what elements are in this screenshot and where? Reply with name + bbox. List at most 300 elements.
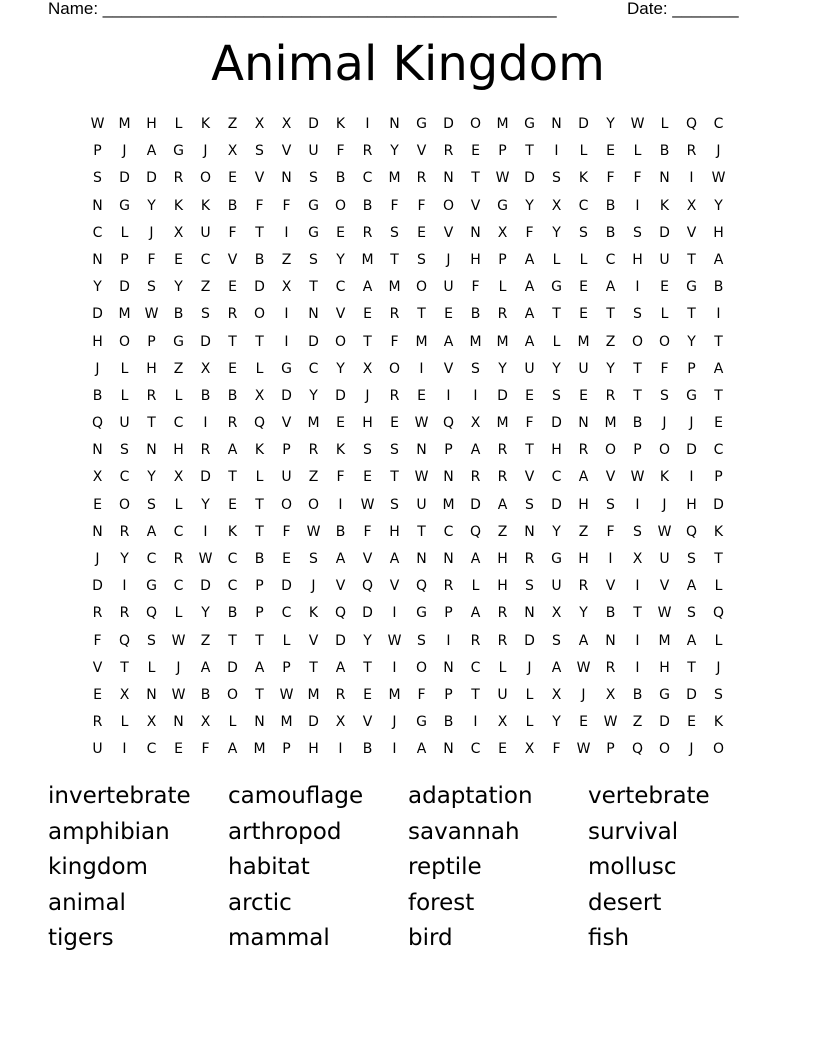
grid-letter: F xyxy=(282,197,291,214)
grid-letter: W xyxy=(387,632,402,649)
grid-letter: C xyxy=(308,360,319,377)
grid-letter: T xyxy=(390,469,399,486)
grid-letter: P xyxy=(282,741,291,758)
grid-letter: A xyxy=(335,551,346,567)
grid-letter: Q xyxy=(91,415,104,432)
grid-letter: M xyxy=(577,333,590,350)
grid-letter: L xyxy=(579,251,588,268)
grid-letter: I xyxy=(554,143,559,160)
grid-letter: O xyxy=(442,197,455,214)
grid-letter: T xyxy=(687,306,696,323)
grid-letter: E xyxy=(390,415,399,432)
grid-letter: E xyxy=(336,415,345,432)
grid-letter: E xyxy=(363,306,372,323)
grid-letter: D xyxy=(335,632,346,649)
grid-letter: T xyxy=(714,387,723,404)
grid-letter: E xyxy=(525,387,534,404)
grid-letter: E xyxy=(417,387,426,404)
grid-letter: Q xyxy=(145,605,158,622)
grid-letter: S xyxy=(552,387,561,404)
grid-letter: B xyxy=(254,251,265,268)
grid-letter: F xyxy=(363,523,372,540)
grid-letter: W xyxy=(630,116,645,132)
grid-letter: D xyxy=(200,333,211,350)
grid-letter: E xyxy=(714,415,723,432)
grid-letter: C xyxy=(335,279,346,296)
word-bank-item: fish xyxy=(588,925,630,951)
grid-letter: G xyxy=(659,686,670,703)
grid-letter: V xyxy=(416,143,427,160)
grid-letter: M xyxy=(415,333,428,350)
grid-letter: T xyxy=(228,632,237,649)
grid-letter: B xyxy=(605,197,616,214)
grid-letter: J xyxy=(365,387,370,404)
grid-letter: D xyxy=(524,632,535,649)
grid-letter: B xyxy=(605,224,616,241)
grid-letter: D xyxy=(335,387,346,404)
grid-letter: S xyxy=(687,551,696,567)
grid-letter: X xyxy=(92,469,103,486)
grid-letter: C xyxy=(146,741,157,758)
word-bank-item: adaptation xyxy=(408,783,533,809)
grid-letter: V xyxy=(389,578,400,595)
grid-letter: F xyxy=(201,741,210,758)
grid-letter: R xyxy=(92,605,103,622)
grid-letter: P xyxy=(687,360,696,377)
grid-letter: S xyxy=(93,170,102,187)
grid-letter: I xyxy=(284,306,289,323)
grid-letter: O xyxy=(604,442,617,459)
grid-letter: N xyxy=(524,523,535,540)
grid-letter: G xyxy=(524,116,535,132)
grid-letter: P xyxy=(147,333,156,350)
grid-letter: I xyxy=(338,741,343,758)
grid-letter: A xyxy=(713,360,724,377)
grid-letter: S xyxy=(552,170,561,187)
grid-letter: V xyxy=(605,469,616,486)
grid-letter: F xyxy=(147,251,156,268)
grid-letter: K xyxy=(713,523,724,540)
grid-letter: H xyxy=(497,578,508,595)
grid-letter: X xyxy=(173,224,184,241)
grid-letter: I xyxy=(689,170,694,187)
grid-letter: F xyxy=(228,224,237,241)
grid-letter: Y xyxy=(174,279,183,296)
grid-letter: C xyxy=(551,469,562,486)
grid-letter: M xyxy=(388,686,401,703)
grid-letter: O xyxy=(658,741,671,758)
grid-letter: S xyxy=(309,251,318,268)
grid-letter: N xyxy=(173,714,184,731)
page-title: Animal Kingdom xyxy=(211,36,605,92)
grid-letter: R xyxy=(389,387,400,404)
grid-letter: Y xyxy=(525,197,534,214)
grid-letter: X xyxy=(497,714,508,731)
grid-letter: D xyxy=(92,578,103,595)
grid-letter: R xyxy=(470,632,481,649)
grid-letter: C xyxy=(605,251,616,268)
grid-letter: A xyxy=(146,143,157,160)
grid-letter: F xyxy=(471,279,480,296)
grid-letter: F xyxy=(282,523,291,540)
grid-letter: J xyxy=(689,741,694,758)
grid-letter: Y xyxy=(201,605,210,622)
grid-letter: C xyxy=(173,523,184,540)
grid-letter: L xyxy=(147,659,156,676)
grid-letter: U xyxy=(281,469,292,486)
grid-letter: G xyxy=(551,279,562,296)
grid-letter: N xyxy=(254,714,265,731)
grid-letter: X xyxy=(227,143,238,160)
grid-letter: O xyxy=(307,496,320,513)
name-field-label: Name: ________________________________________________ xyxy=(48,0,557,18)
grid-letter: B xyxy=(227,197,238,214)
grid-letter: M xyxy=(388,279,401,296)
grid-letter: L xyxy=(255,469,264,486)
grid-letter: V xyxy=(470,197,481,214)
grid-letter: L xyxy=(282,632,291,649)
grid-letter: T xyxy=(309,659,318,676)
grid-letter: Z xyxy=(632,714,643,731)
grid-letter: U xyxy=(443,279,454,296)
grid-letter: J xyxy=(149,224,154,241)
grid-letter: W xyxy=(198,551,213,567)
grid-letter: J xyxy=(392,714,397,731)
grid-letter: Q xyxy=(253,415,266,432)
grid-letter: X xyxy=(281,116,292,132)
grid-letter: T xyxy=(255,496,264,513)
grid-letter: O xyxy=(334,333,347,350)
grid-letter: U xyxy=(524,360,535,377)
grid-letter: V xyxy=(335,578,346,595)
grid-letter: T xyxy=(363,659,372,676)
grid-letter: H xyxy=(686,496,697,513)
grid-letter: S xyxy=(255,143,264,160)
grid-letter: I xyxy=(473,714,478,731)
grid-letter: S xyxy=(390,224,399,241)
grid-letter: N xyxy=(416,442,427,459)
grid-letter: I xyxy=(608,551,613,567)
grid-letter: X xyxy=(146,714,157,731)
grid-letter: T xyxy=(255,224,264,241)
grid-letter: A xyxy=(254,659,265,676)
grid-letter: F xyxy=(336,143,345,160)
grid-letter: I xyxy=(122,578,127,595)
grid-letter: D xyxy=(200,578,211,595)
grid-letter: A xyxy=(470,551,481,567)
grid-letter: C xyxy=(119,469,130,486)
grid-letter: Q xyxy=(118,632,131,649)
grid-letter: K xyxy=(335,116,346,132)
grid-letter: I xyxy=(635,279,640,296)
word-bank-item: camouflage xyxy=(228,783,364,809)
grid-letter: V xyxy=(524,469,535,486)
grid-letter: E xyxy=(606,143,615,160)
word-bank-item: tigers xyxy=(48,925,114,951)
grid-letter: J xyxy=(176,659,181,676)
grid-letter: L xyxy=(498,659,507,676)
grid-letter: D xyxy=(308,333,319,350)
grid-letter: O xyxy=(253,306,266,323)
grid-letter: I xyxy=(446,387,451,404)
grid-letter: H xyxy=(146,116,157,132)
grid-letter: C xyxy=(443,523,454,540)
grid-letter: Y xyxy=(120,551,129,567)
grid-letter: A xyxy=(362,279,373,296)
grid-letter: V xyxy=(443,360,454,377)
grid-letter: J xyxy=(122,143,127,160)
grid-letter: O xyxy=(388,360,401,377)
grid-letter: Y xyxy=(147,197,156,214)
grid-letter: F xyxy=(93,632,102,649)
grid-letter: T xyxy=(228,469,237,486)
grid-letter: X xyxy=(497,224,508,241)
word-bank-item: habitat xyxy=(228,854,310,880)
grid-letter: F xyxy=(525,415,534,432)
grid-letter: F xyxy=(552,741,561,758)
grid-letter: Z xyxy=(497,523,508,540)
grid-letter: R xyxy=(497,469,508,486)
grid-letter: O xyxy=(334,197,347,214)
grid-letter: K xyxy=(227,523,238,540)
grid-letter: L xyxy=(174,116,183,132)
grid-letter: O xyxy=(631,333,644,350)
grid-letter: B xyxy=(335,523,346,540)
grid-letter: D xyxy=(713,496,724,513)
grid-letter: S xyxy=(633,224,642,241)
grid-letter: X xyxy=(335,714,346,731)
grid-letter: Q xyxy=(685,116,698,132)
grid-letter: C xyxy=(227,578,238,595)
grid-letter: R xyxy=(389,306,400,323)
grid-letter: D xyxy=(308,116,319,132)
grid-letter: A xyxy=(389,551,400,567)
grid-letter: V xyxy=(92,659,103,676)
grid-letter: M xyxy=(118,306,131,323)
grid-letter: C xyxy=(713,116,724,132)
grid-letter: R xyxy=(497,605,508,622)
grid-letter: B xyxy=(632,686,643,703)
grid-letter: S xyxy=(147,496,156,513)
grid-letter: G xyxy=(173,333,184,350)
grid-letter: F xyxy=(390,333,399,350)
grid-letter: K xyxy=(713,714,724,731)
grid-letter: A xyxy=(470,442,481,459)
grid-letter: H xyxy=(578,496,589,513)
grid-letter: P xyxy=(255,605,264,622)
grid-letter: C xyxy=(146,551,157,567)
grid-letter: N xyxy=(308,306,319,323)
grid-letter: J xyxy=(311,578,316,595)
grid-letter: F xyxy=(633,170,642,187)
grid-letter: K xyxy=(308,605,319,622)
grid-letter: H xyxy=(308,741,319,758)
grid-letter: M xyxy=(307,686,320,703)
grid-letter: D xyxy=(119,170,130,187)
grid-letter: G xyxy=(551,551,562,567)
grid-letter: M xyxy=(253,741,266,758)
word-bank xyxy=(48,780,768,958)
grid-letter: S xyxy=(120,442,129,459)
grid-letter: Y xyxy=(606,116,615,132)
grid-letter: R xyxy=(146,387,157,404)
word-bank-item: arthropod xyxy=(228,818,342,845)
grid-letter: D xyxy=(281,578,292,595)
grid-letter: S xyxy=(147,632,156,649)
grid-letter: N xyxy=(443,741,454,758)
grid-letter: R xyxy=(470,469,481,486)
grid-letter: O xyxy=(712,741,725,758)
grid-letter: S xyxy=(309,551,318,567)
grid-letter: Q xyxy=(415,578,428,595)
grid-letter: E xyxy=(579,387,588,404)
grid-letter: X xyxy=(524,741,535,758)
grid-letter: W xyxy=(306,523,321,540)
grid-letter: S xyxy=(525,496,534,513)
grid-letter: X xyxy=(254,387,265,404)
grid-letter: J xyxy=(662,496,667,513)
grid-letter: J xyxy=(527,659,532,676)
grid-letter: Y xyxy=(363,632,372,649)
grid-letter: J xyxy=(716,659,721,676)
grid-letter: T xyxy=(147,415,156,432)
grid-letter: U xyxy=(659,551,670,567)
grid-letter: N xyxy=(605,632,616,649)
grid-letter: D xyxy=(146,170,157,187)
grid-letter: T xyxy=(633,605,642,622)
grid-letter: E xyxy=(498,741,507,758)
grid-letter: Y xyxy=(552,224,561,241)
grid-letter: H xyxy=(659,659,670,676)
grid-letter: V xyxy=(686,224,697,241)
grid-letter: J xyxy=(95,360,100,377)
grid-letter: O xyxy=(199,170,212,187)
grid-letter: P xyxy=(444,442,453,459)
grid-letter: B xyxy=(92,387,103,404)
header-fields xyxy=(48,0,748,20)
grid-letter: D xyxy=(659,714,670,731)
grid-letter: I xyxy=(203,523,208,540)
grid-letter: S xyxy=(606,496,615,513)
word-bank-item: bird xyxy=(408,925,453,951)
grid-letter: B xyxy=(362,741,373,758)
grid-letter: E xyxy=(687,714,696,731)
grid-letter: O xyxy=(118,333,131,350)
word-bank-item: animal xyxy=(48,889,126,916)
grid-letter: A xyxy=(605,279,616,296)
grid-letter: T xyxy=(714,551,723,567)
grid-letter: L xyxy=(471,578,480,595)
grid-letter: H xyxy=(578,551,589,567)
grid-letter: U xyxy=(659,251,670,268)
grid-letter: L xyxy=(255,360,264,377)
grid-letter: M xyxy=(604,415,617,432)
grid-letter: P xyxy=(498,251,507,268)
grid-letter: M xyxy=(307,415,320,432)
grid-letter: D xyxy=(524,170,535,187)
grid-letter: R xyxy=(362,224,373,241)
grid-letter: Q xyxy=(334,605,347,622)
grid-letter: E xyxy=(228,170,237,187)
grid-letter: I xyxy=(716,306,721,323)
grid-letter: I xyxy=(473,387,478,404)
grid-letter: Q xyxy=(442,415,455,432)
grid-letter: P xyxy=(444,686,453,703)
grid-letter: B xyxy=(470,306,481,323)
grid-letter: B xyxy=(200,387,211,404)
grid-letter: A xyxy=(416,741,427,758)
grid-letter: G xyxy=(146,578,157,595)
grid-letter: H xyxy=(362,415,373,432)
grid-letter: T xyxy=(120,659,129,676)
grid-letter: L xyxy=(552,251,561,268)
grid-letter: M xyxy=(280,714,293,731)
grid-letter: U xyxy=(308,143,319,160)
grid-letter: L xyxy=(579,143,588,160)
grid-letter: R xyxy=(362,143,373,160)
grid-letter: G xyxy=(686,279,697,296)
grid-letter: D xyxy=(578,116,589,132)
grid-letter: T xyxy=(309,279,318,296)
grid-letter: W xyxy=(279,686,294,703)
grid-letter: I xyxy=(635,578,640,595)
grid-letter: R xyxy=(443,143,454,160)
grid-letter: U xyxy=(92,741,103,758)
grid-letter: J xyxy=(716,143,721,160)
grid-letter: G xyxy=(416,605,427,622)
grid-letter: Y xyxy=(147,469,156,486)
grid-letter: C xyxy=(578,197,589,214)
grid-letter: A xyxy=(578,632,589,649)
grid-letter: T xyxy=(552,306,561,323)
grid-letter: S xyxy=(390,496,399,513)
grid-letter: W xyxy=(657,523,672,540)
grid-letter: R xyxy=(227,306,238,323)
grid-letter: R xyxy=(578,442,589,459)
grid-letter: E xyxy=(282,551,291,567)
grid-letter: R xyxy=(686,143,697,160)
grid-letter: V xyxy=(362,714,373,731)
grid-letter: V xyxy=(227,251,238,268)
grid-letter: O xyxy=(415,279,428,296)
grid-letter: R xyxy=(605,387,616,404)
grid-letter: R xyxy=(524,551,535,567)
grid-letter: J xyxy=(689,415,694,432)
word-bank-item: mammal xyxy=(228,925,330,951)
grid-letter: D xyxy=(281,387,292,404)
grid-letter: N xyxy=(578,415,589,432)
grid-letter: X xyxy=(686,197,697,214)
grid-letter: A xyxy=(686,578,697,595)
grid-letter: I xyxy=(392,741,397,758)
grid-letter: W xyxy=(414,415,429,432)
grid-letter: W xyxy=(576,741,591,758)
grid-letter: S xyxy=(687,605,696,622)
letter-grid xyxy=(84,111,732,764)
grid-letter: D xyxy=(362,605,373,622)
grid-letter: M xyxy=(118,116,131,132)
grid-letter: B xyxy=(335,170,346,187)
grid-letter: H xyxy=(173,442,184,459)
grid-letter: E xyxy=(174,741,183,758)
word-bank-item: reptile xyxy=(408,854,482,880)
grid-letter: S xyxy=(471,360,480,377)
grid-letter: Y xyxy=(390,143,399,160)
grid-letter: P xyxy=(255,578,264,595)
grid-letter: F xyxy=(255,197,264,214)
grid-letter: N xyxy=(443,469,454,486)
grid-letter: P xyxy=(282,442,291,459)
